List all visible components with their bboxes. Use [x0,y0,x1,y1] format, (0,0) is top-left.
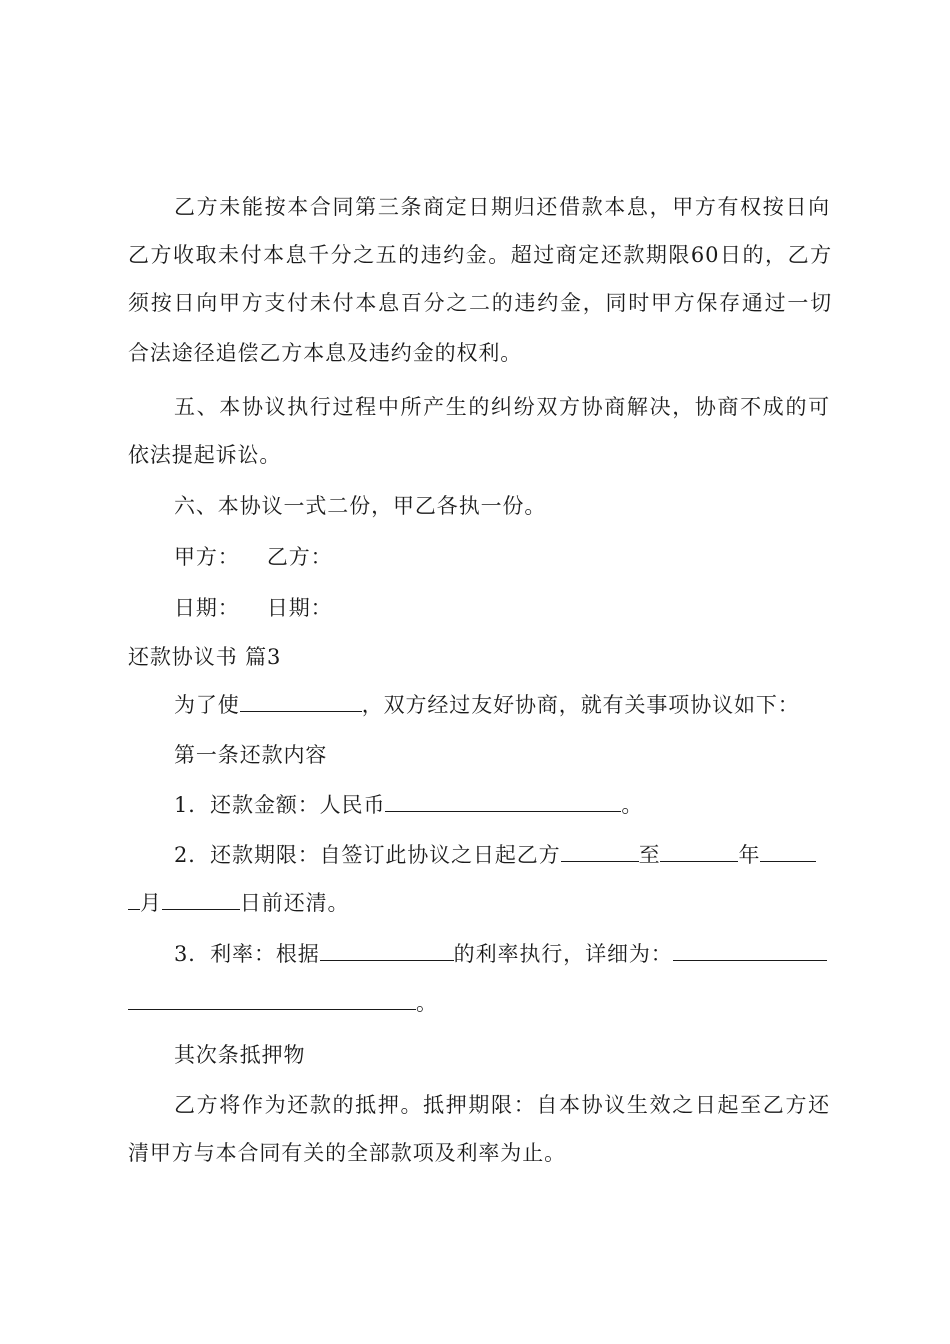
paragraph-line: 五、本协议执行过程中所产生的纠纷双方协商解决，协商不成的可 [174,395,830,419]
party-a-label: 甲方： [174,545,240,569]
blank-field[interactable] [240,690,362,712]
paragraph-line: 乙方收取未付本息千分之五的违约金。超过商定还款期限60日的，乙方 [128,243,832,267]
paragraph-line: 六、本协议一式二份，甲乙各执一份。 [174,494,547,518]
section-heading: 还款协议书 篇3 [128,645,282,669]
date-row [174,593,333,623]
amount-blank[interactable] [385,790,621,812]
clause-item-continued [128,988,438,1018]
blank-field[interactable] [561,840,639,862]
blank-field[interactable] [660,840,738,862]
signature-row [174,542,333,572]
clause-text: 1．还款金额：人民币 [174,793,386,817]
intro-line [174,690,800,720]
clause-text: 。 [621,793,644,817]
blank-field[interactable] [673,939,827,961]
clause-item [174,840,816,870]
clause-text: 日前还清。 [239,891,350,915]
paragraph-line: 乙方未能按本合同第三条商定日期归还借款本息，甲方有权按日向 [174,195,830,219]
clause-text: 。 [416,991,438,1015]
date-a-label: 日期： [174,596,240,620]
paragraph-line: 依法提起诉讼。 [128,443,282,467]
clause-item [174,790,643,820]
clause-item [174,939,827,969]
party-b-label: 乙方： [266,545,333,569]
blank-field[interactable] [128,888,140,910]
blank-field[interactable] [760,840,816,862]
clause-text: 年 [738,843,761,867]
clause-item-continued [128,888,349,918]
clause-text: 2．还款期限：自签订此协议之日起乙方 [174,843,561,867]
clause-text: 至 [638,843,661,867]
paragraph-line: 乙方将作为还款的抵押。抵押期限：自本协议生效之日起至乙方还 [174,1093,830,1117]
clause-text: 的利率执行，详细为： [453,942,673,966]
paragraph-line: 须按日向甲方支付未付本息百分之二的违约金，同时甲方保存通过一切 [128,291,832,315]
article-title: 第一条还款内容 [174,743,328,767]
paragraph-line: 清甲方与本合同有关的全部款项及利率为止。 [128,1141,566,1165]
paragraph-line: 合法途径追偿乙方本息及违约金的权利。 [128,341,523,365]
clause-text: 3．利率：根据 [174,942,320,966]
article-title: 其次条抵押物 [174,1043,306,1067]
intro-text: ，双方经过友好协商，就有关事项协议如下： [361,693,800,717]
clause-text: 月 [140,891,162,915]
date-b-label: 日期： [266,596,333,620]
blank-field[interactable] [128,988,416,1010]
blank-field[interactable] [162,888,240,910]
intro-text: 为了使 [174,693,240,717]
blank-field[interactable] [320,939,454,961]
